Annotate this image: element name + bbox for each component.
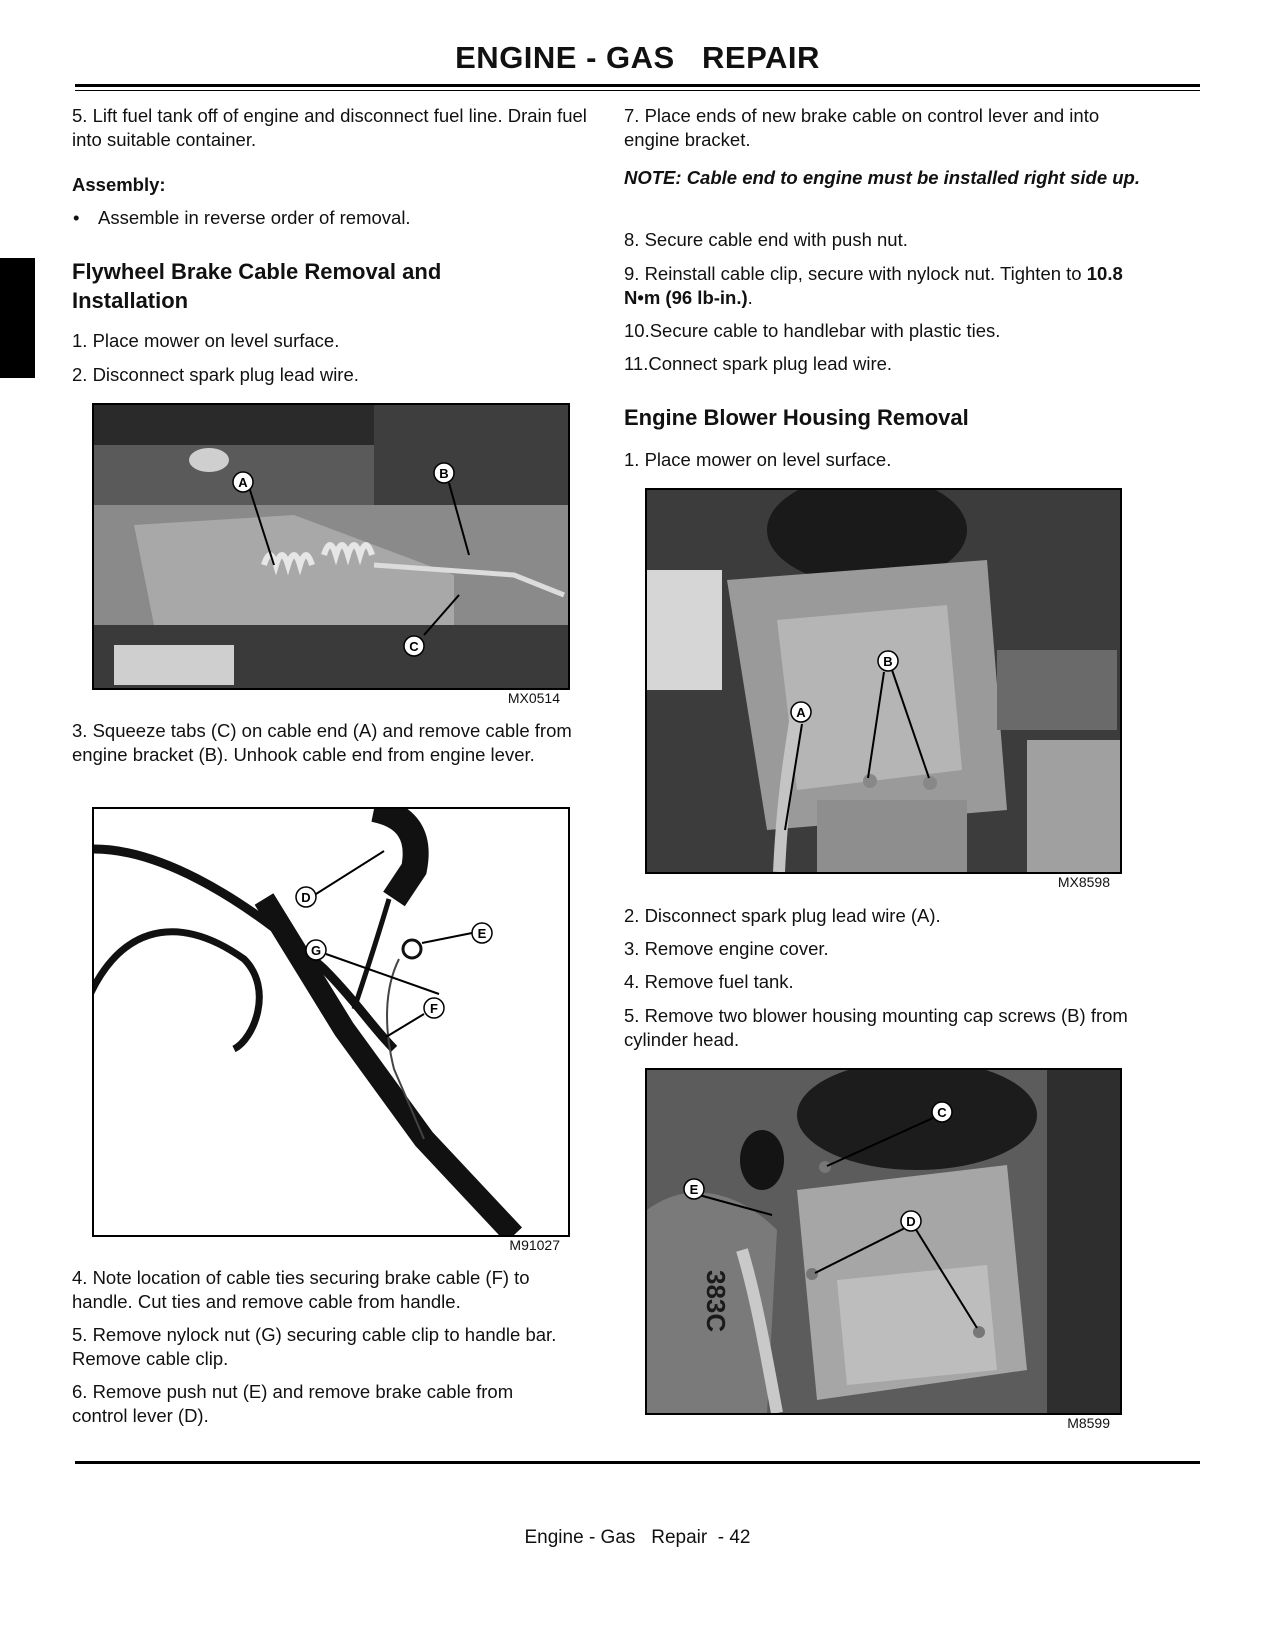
page-footer: Engine - Gas Repair - 42 <box>524 1527 751 1548</box>
step-2-text: 2. Disconnect spark plug lead wire. <box>72 364 359 385</box>
callout-f: F <box>430 1001 438 1016</box>
figure-caption-m91027: M91027 <box>509 1237 560 1253</box>
callout-a: A <box>796 705 806 720</box>
figure-caption-mx0514: MX0514 <box>507 690 560 706</box>
callout-d: D <box>906 1214 916 1229</box>
assembly-bullet-text: Assemble in reverse order of removal. <box>98 207 411 228</box>
callout-a: A <box>238 475 248 490</box>
r-step-1-text: 1. Place mower on level surface. <box>624 449 892 470</box>
step-5-text: 5. Lift fuel tank off of engine and disconnect fuel line. Drain fuel into suitable container. <box>72 105 587 150</box>
r-step-5-text: 5. Remove two blower housing mounting cap screws (B) from cylinder head. <box>624 1005 1128 1050</box>
step-11-text: 11.Connect spark plug lead wire. <box>624 353 893 374</box>
torque-value: 10.8 N•m (96 lb-in.) <box>624 263 1123 308</box>
callout-c: C <box>409 639 419 654</box>
header-rule-thin <box>75 90 1200 91</box>
figure-caption-mx8598: MX8598 <box>1057 874 1110 890</box>
figure-blower-housing <box>645 488 1122 874</box>
section-heading-flywheel: Flywheel Brake Cable Removal and Installation <box>72 259 442 313</box>
header-rule <box>75 84 1200 87</box>
figure-cylinder-head-screws <box>645 1068 1122 1415</box>
callout-g: G <box>310 943 322 958</box>
assembly-bullet-symbol: • <box>73 207 80 228</box>
step-3-text: 3. Squeeze tabs (C) on cable end (A) and remove cable from engine bracket (B). Unhook cable end from engine lever. <box>72 720 572 765</box>
step-9-end: . <box>747 287 753 308</box>
page-title: ENGINE - GAS REPAIR <box>455 40 820 75</box>
step-4-text: 4. Note location of cable ties securing brake cable (F) to handle. Cut ties and remove cable from handle. <box>72 1267 530 1312</box>
figure-handle-cable <box>92 807 570 1237</box>
r-step-3-text: 3. Remove engine cover. <box>624 938 829 959</box>
step-5b-text: 5. Remove nylock nut (G) securing cable clip to handle bar. Remove cable clip. <box>72 1324 557 1369</box>
step-10-text: 10.Secure cable to handlebar with plastic ties. <box>624 320 1001 341</box>
assembly-heading: Assembly: <box>72 174 166 195</box>
callout-d: D <box>301 890 311 905</box>
callout-e: E <box>477 926 487 941</box>
housing-stamp-text: 383C <box>701 1270 731 1333</box>
footer-rule <box>75 1461 1200 1464</box>
r-step-2-text: 2. Disconnect spark plug lead wire (A). <box>624 905 941 926</box>
figure-caption-m8599: M8599 <box>1067 1415 1110 1431</box>
step-1-text: 1. Place mower on level surface. <box>72 330 340 351</box>
r-step-4-text: 4. Remove fuel tank. <box>624 971 794 992</box>
step-8-text: 8. Secure cable end with push nut. <box>624 229 908 250</box>
note-cable-end: NOTE: Cable end to engine must be installed right side up. <box>624 167 1140 188</box>
figure-brake-cable-engine <box>92 403 570 690</box>
step-6-text: 6. Remove push nut (E) and remove brake cable from control lever (D). <box>72 1381 514 1426</box>
callout-b: B <box>439 466 449 481</box>
section-tab-marker <box>0 258 35 378</box>
step-7-text: 7. Place ends of new brake cable on control lever and into engine bracket. <box>624 105 1100 150</box>
callout-b: B <box>883 654 893 669</box>
callout-c: C <box>937 1105 947 1120</box>
step-9-text <box>624 262 1144 310</box>
step-9-main: 9. Reinstall cable clip, secure with nylock nut. Tighten to <box>624 263 1082 284</box>
callout-e: E <box>689 1182 699 1197</box>
section-heading-blower: Engine Blower Housing Removal <box>624 405 969 430</box>
